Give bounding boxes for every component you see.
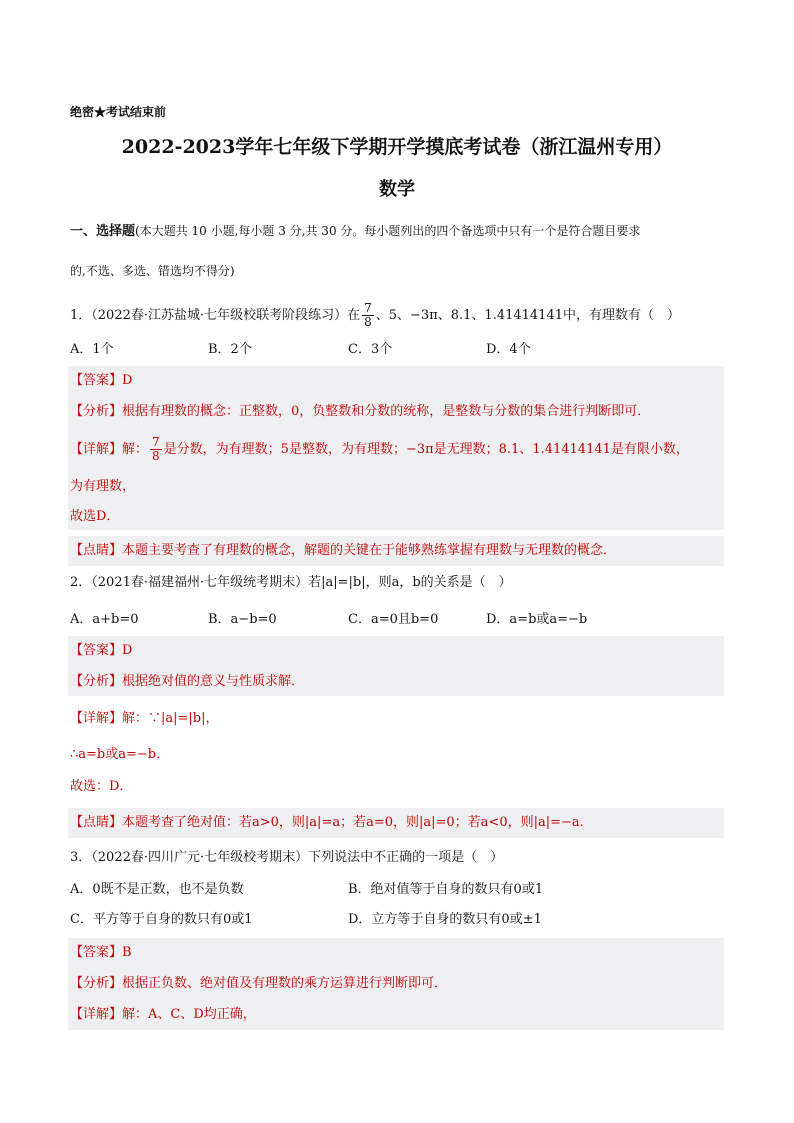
q1-fraction [362, 302, 374, 329]
q2-stem: 2．（2021春·福建福州·七年级统考期末）若|a|=|b|，则a，b的关系是（ ） [70, 575, 512, 590]
q2-analysis-tag: 【分析】 [70, 674, 123, 689]
subject-title: 数学 [379, 179, 415, 200]
q1-prefix: 1．（2022春·江苏盐城·七年级校联考阶段练习）在 [70, 308, 361, 323]
q2-answer [70, 642, 132, 660]
q1-detail-frac-den: 8 [152, 449, 160, 463]
q1-detail-prefix: 解： [122, 442, 149, 457]
q1-choice-c: C．3个 [348, 342, 393, 357]
q1-choice-d: D．4个 [486, 342, 531, 357]
q1-detail-frac-num: 7 [152, 435, 160, 449]
q1-analysis [70, 403, 650, 421]
q1-point [70, 542, 616, 560]
q1-choice-b: B．2个 [208, 342, 252, 357]
q3-choice-c: C．平方等于自身的数只有0或1 [70, 912, 253, 927]
section-desc-2: 的,不选、多选、错选均不得分) [70, 264, 235, 278]
q3-detail-tag: 【详解】 [70, 1007, 123, 1022]
q1-detail-rest: 是分数，为有理数；5是整数，为有理数；−3π是无理数；8.1、1.41414141是有限小数， [163, 442, 689, 457]
q1-choice-a: A．1个 [70, 342, 114, 357]
q1-stem [70, 302, 680, 329]
q3-answer-tag: 【答案】 [70, 945, 123, 960]
q1-detail-fraction [150, 436, 162, 463]
q2-detail-line3: 故选：D． [70, 779, 133, 794]
q3-analysis-text: 根据正负数、绝对值及有理数的乘方运算进行判断即可． [122, 976, 448, 991]
q1-point-tag: 【点睛】 [70, 543, 123, 558]
q1-rest: 、5、−3π、8.1、1.41414141中，有理数有（ ） [375, 308, 680, 323]
q2-analysis-text: 根据绝对值的意义与性质求解． [122, 674, 305, 689]
q1-analysis-tag: 【分析】 [70, 404, 123, 419]
q2-detail-line2: ∴a=b或a=−b． [70, 747, 170, 762]
q2-detail-tag: 【详解】 [70, 711, 123, 726]
q2-choice-d: D．a=b或a=−b [486, 612, 588, 627]
q3-choice-a: A．0既不是正数，也不是负数 [70, 882, 244, 897]
q2-point [70, 814, 593, 832]
section-desc: (本大题共 10 小题,每小题 3 分,共 30 分。每小题列出的四个备选项中只有一个是符合题目要求 [135, 224, 641, 238]
q2-answer-tag: 【答案】 [70, 643, 123, 658]
q3-answer [70, 944, 132, 962]
q1-frac-num: 7 [364, 301, 372, 315]
q3-analysis-tag: 【分析】 [70, 976, 123, 991]
q1-frac-den: 8 [364, 315, 372, 329]
q2-choice-a: A．a+b=0 [70, 612, 139, 627]
q3-choice-b: B．绝对值等于自身的数只有0或1 [348, 882, 544, 897]
secret-label: 绝密★考试结束前 [70, 105, 167, 119]
q1-detail-line3: 故选D． [70, 509, 120, 524]
q2-answer-value: D [122, 643, 133, 658]
q3-detail-text: 解：A、C、D均正确， [122, 1007, 256, 1022]
page-title: 2022-2023学年七年级下学期开学摸底考试卷（浙江温州专用） [121, 136, 673, 158]
q2-detail [70, 710, 219, 728]
q2-choice-b: B．a−b=0 [208, 612, 277, 627]
q1-answer-tag: 【答案】 [70, 373, 123, 388]
q3-analysis [70, 975, 447, 993]
q1-detail-tag: 【详解】 [70, 442, 123, 457]
q3-answer-value: B [122, 945, 132, 960]
q1-analysis-text: 根据有理数的概念：正整数，0，负整数和分数的统称，是整数与分数的集合进行判断即可． [122, 404, 651, 419]
q1-answer [70, 372, 132, 390]
q2-detail-text: 解：∵|a|=|b|， [122, 711, 219, 726]
q2-analysis [70, 673, 304, 691]
section-header [70, 222, 640, 241]
q1-point-text: 本题主要考查了有理数的概念，解题的关键在于能够熟练掌握有理数与无理数的概念． [122, 543, 617, 558]
q1-answer-value: D [122, 373, 133, 388]
section-label: 一、选择题 [70, 224, 136, 239]
q3-detail [70, 1006, 256, 1024]
q3-stem: 3．（2022春·四川广元·七年级校考期末）下列说法中不正确的一项是（ ） [70, 850, 504, 865]
q1-detail-line2: 为有理数， [70, 479, 136, 494]
q2-point-tag: 【点睛】 [70, 815, 123, 830]
q2-point-text: 本题考查了绝对值：若a>0，则|a|=a；若a=0，则|a|=0；若a<0，则|a|=−a． [122, 815, 593, 830]
q1-detail [70, 436, 689, 463]
q3-choice-d: D．立方等于自身的数只有0或±1 [348, 912, 542, 927]
q2-choice-c: C．a=0且b=0 [348, 612, 439, 627]
